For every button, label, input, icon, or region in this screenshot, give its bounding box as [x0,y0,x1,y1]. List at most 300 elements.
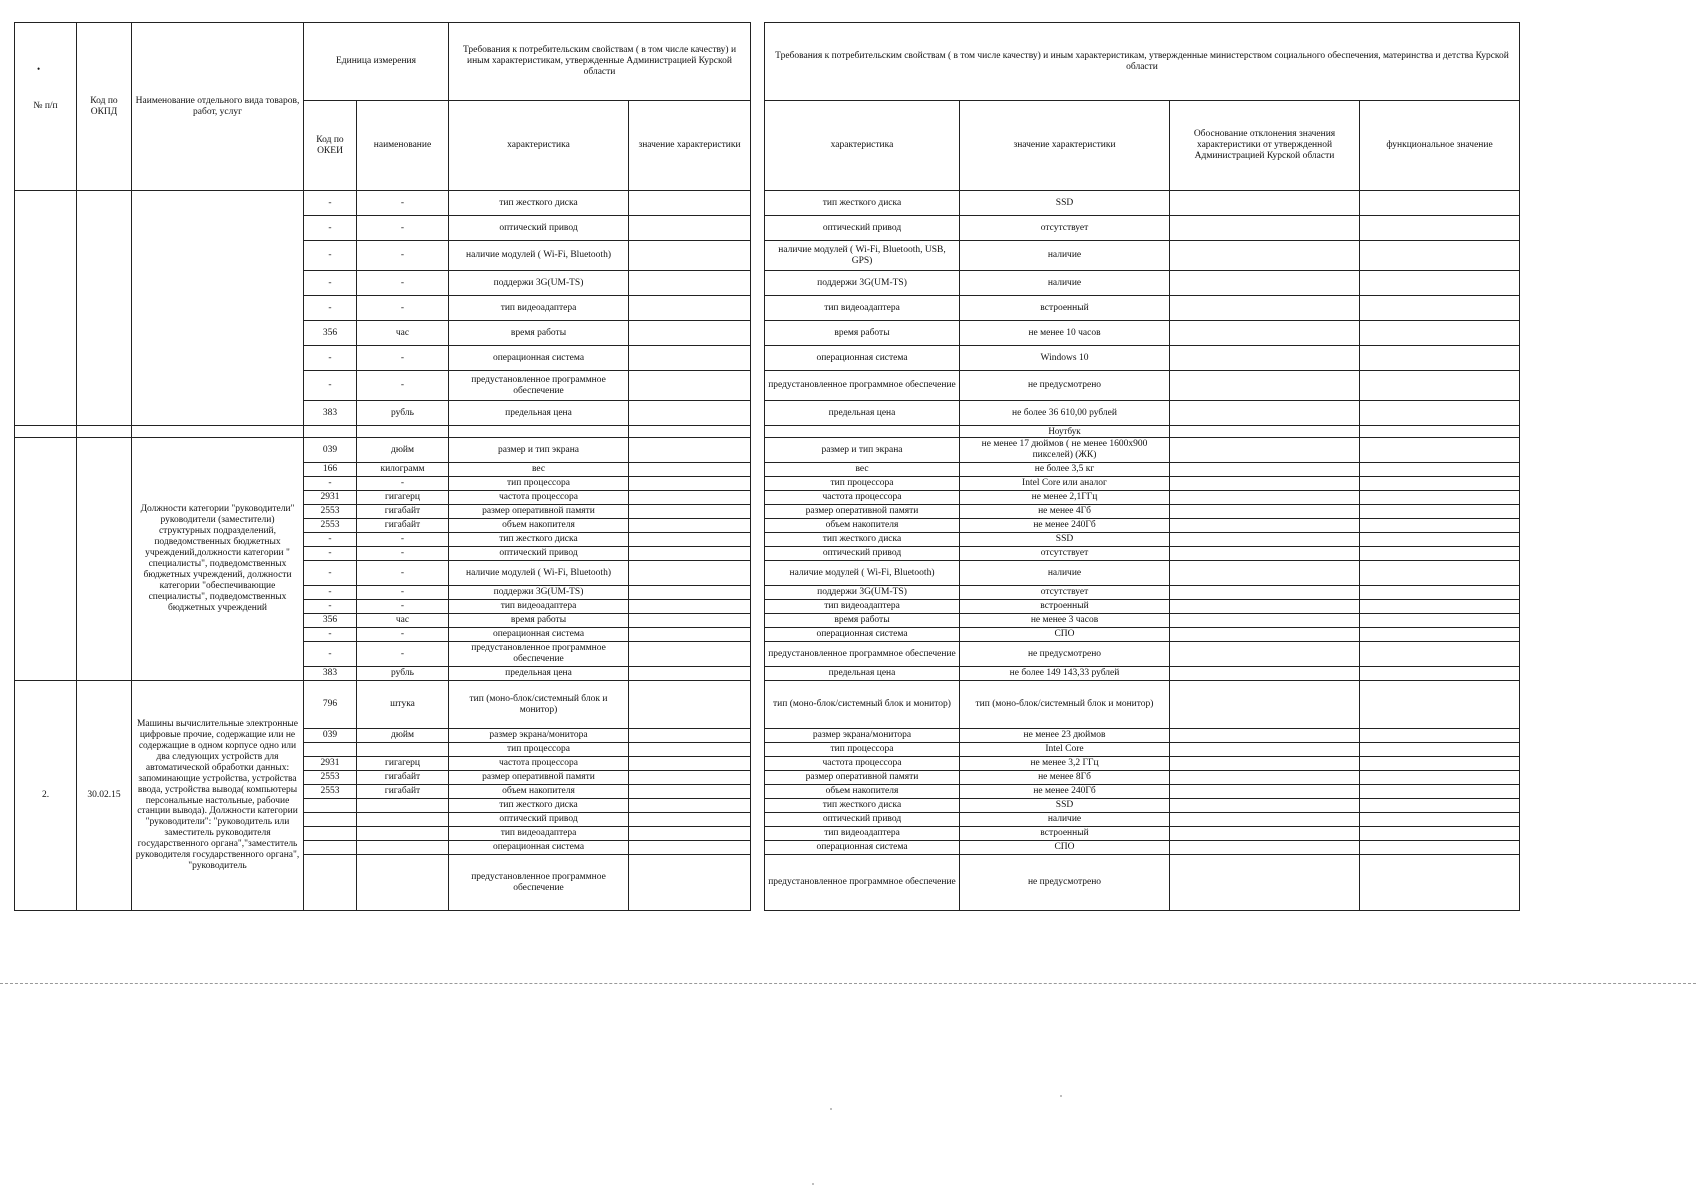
table-row [15,438,1520,463]
characteristic-value [629,216,751,241]
justification-cell [1170,841,1360,855]
column-gap [751,600,765,614]
functional-cell [1360,757,1520,771]
header-char: характеристика [449,101,629,191]
ministry-value: СПО [960,628,1170,642]
functional-cell [1360,785,1520,799]
unit-name: гигабайт [357,785,449,799]
characteristic: предустановленное программное обеспечение [449,855,629,911]
column-gap [751,296,765,321]
okei-code: - [304,642,357,667]
characteristic-value [629,667,751,681]
characteristic-value [629,799,751,813]
ministry-value: Windows 10 [960,346,1170,371]
ministry-characteristic: оптический привод [765,813,960,827]
ministry-characteristic: тип видеоадаптера [765,827,960,841]
ministry-characteristic: оптический привод [765,547,960,561]
okei-code: - [304,191,357,216]
justification-cell [1170,346,1360,371]
unit-name: - [357,547,449,561]
characteristic-value [629,547,751,561]
ministry-value: не менее 10 часов [960,321,1170,346]
okpd-code: 30.02.15 [77,681,132,911]
characteristic-value [629,855,751,911]
characteristic-value [629,533,751,547]
ministry-characteristic: размер и тип экрана [765,438,960,463]
requirements-table [14,22,1520,911]
functional-cell [1360,628,1520,642]
header-req-admin: Требования к потребительским свойствам ( в том числе качеству) и иным характеристикам, утвержденные Администрацией Курской области [449,23,751,101]
okei-code: - [304,216,357,241]
row-number [15,191,77,426]
characteristic-value [629,614,751,628]
okei-code: - [304,586,357,600]
ministry-value: тип (моно-блок/системный блок и монитор) [960,681,1170,729]
justification-cell [1170,547,1360,561]
empty-cell [132,426,304,438]
functional-cell [1360,561,1520,586]
column-gap [751,561,765,586]
ministry-characteristic: время работы [765,614,960,628]
column-gap [751,477,765,491]
unit-name: - [357,477,449,491]
empty-cell [357,426,449,438]
ministry-value: отсутствует [960,216,1170,241]
functional-cell [1360,827,1520,841]
header-functional: функциональное значение [1360,101,1520,191]
empty-cell [304,426,357,438]
ministry-characteristic: тип процессора [765,477,960,491]
unit-name [357,743,449,757]
unit-name: - [357,561,449,586]
ministry-value: SSD [960,533,1170,547]
okei-code: 2553 [304,785,357,799]
unit-name: килограмм [357,463,449,477]
ministry-value: не менее 3 часов [960,614,1170,628]
justification-cell [1170,519,1360,533]
okei-code: 356 [304,321,357,346]
ministry-value: SSD [960,799,1170,813]
functional-cell [1360,771,1520,785]
ministry-value: встроенный [960,600,1170,614]
ministry-value: Intel Core или аналог [960,477,1170,491]
ministry-value: не менее 17 дюймов ( не менее 1600х900 пикселей) (ЖК) [960,438,1170,463]
column-gap [751,827,765,841]
justification-cell [1170,785,1360,799]
characteristic: тип (моно-блок/системный блок и монитор) [449,681,629,729]
characteristic: оптический привод [449,813,629,827]
unit-name: гигабайт [357,519,449,533]
okei-code: 796 [304,681,357,729]
characteristic-value [629,561,751,586]
characteristic: тип жесткого диска [449,799,629,813]
column-gap [751,628,765,642]
ministry-characteristic: размер экрана/монитора [765,729,960,743]
ministry-value: не более 149 143,33 рублей [960,667,1170,681]
empty-cell [449,426,629,438]
ministry-characteristic: операционная система [765,346,960,371]
characteristic: размер оперативной памяти [449,505,629,519]
justification-cell [1170,628,1360,642]
characteristic: объем накопителя [449,785,629,799]
unit-name: - [357,628,449,642]
scan-speck [830,1108,832,1110]
ministry-characteristic: оптический привод [765,216,960,241]
unit-name: - [357,371,449,401]
characteristic-value [629,642,751,667]
ministry-value: не менее 2,1ГГц [960,491,1170,505]
functional-cell [1360,743,1520,757]
functional-cell [1360,491,1520,505]
characteristic: частота процессора [449,757,629,771]
unit-name: - [357,586,449,600]
okei-code [304,743,357,757]
justification-cell [1170,561,1360,586]
column-gap [751,438,765,463]
characteristic-value [629,477,751,491]
justification-cell [1170,729,1360,743]
column-gap [751,463,765,477]
characteristic-value [629,321,751,346]
unit-name: гигагерц [357,757,449,771]
characteristic-value [629,463,751,477]
characteristic: предельная цена [449,667,629,681]
characteristic-value [629,296,751,321]
header-char-value-ministry: значение характеристики [960,101,1170,191]
row-number: 2. [15,681,77,911]
characteristic: тип видеоадаптера [449,827,629,841]
ministry-value: не менее 8Гб [960,771,1170,785]
unit-name: гигабайт [357,505,449,519]
justification-cell [1170,321,1360,346]
table-row [15,681,1520,729]
characteristic-value [629,813,751,827]
characteristic: поддержи 3G(UM-TS) [449,586,629,600]
functional-cell [1360,241,1520,271]
unit-name: гигагерц [357,491,449,505]
scan-artifact-line [0,983,1696,984]
column-gap [751,191,765,216]
header-unit-name: наименование [357,101,449,191]
empty-cell [1360,426,1520,438]
unit-name: час [357,614,449,628]
unit-name: - [357,191,449,216]
okei-code: - [304,346,357,371]
functional-cell [1360,533,1520,547]
functional-cell [1360,505,1520,519]
functional-cell [1360,321,1520,346]
okei-code: 383 [304,667,357,681]
characteristic: тип жесткого диска [449,191,629,216]
characteristic: операционная система [449,346,629,371]
ministry-characteristic: предустановленное программное обеспечение [765,855,960,911]
justification-cell [1170,681,1360,729]
characteristic-value [629,681,751,729]
characteristic: вес [449,463,629,477]
functional-cell [1360,841,1520,855]
characteristic-value [629,346,751,371]
ministry-value: не предусмотрено [960,855,1170,911]
justification-cell [1170,642,1360,667]
column-gap [751,813,765,827]
ministry-characteristic: тип жесткого диска [765,533,960,547]
characteristic: тип процессора [449,743,629,757]
ministry-value: наличие [960,813,1170,827]
characteristic-value [629,628,751,642]
characteristic-value [629,438,751,463]
ministry-value: встроенный [960,296,1170,321]
characteristic: объем накопителя [449,519,629,533]
unit-name: - [357,296,449,321]
justification-cell [1170,438,1360,463]
ministry-value: отсутствует [960,547,1170,561]
column-gap [751,586,765,600]
ministry-characteristic: объем накопителя [765,519,960,533]
functional-cell [1360,855,1520,911]
ministry-characteristic: частота процессора [765,757,960,771]
justification-cell [1170,533,1360,547]
header-unit: Единица измерения [304,23,449,101]
ministry-value: не предусмотрено [960,371,1170,401]
okei-code [304,827,357,841]
unit-name: дюйм [357,729,449,743]
functional-cell [1360,401,1520,426]
functional-cell [1360,729,1520,743]
justification-cell [1170,401,1360,426]
ministry-value: наличие [960,561,1170,586]
column-gap [751,855,765,911]
justification-cell [1170,241,1360,271]
ministry-characteristic: предельная цена [765,667,960,681]
unit-name: - [357,600,449,614]
justification-cell [1170,491,1360,505]
okei-code: - [304,600,357,614]
empty-cell [765,426,960,438]
column-gap [751,346,765,371]
functional-cell [1360,216,1520,241]
characteristic: тип видеоадаптера [449,600,629,614]
column-gap [751,841,765,855]
characteristic: тип процессора [449,477,629,491]
column-gap [751,771,765,785]
justification-cell [1170,271,1360,296]
column-gap [751,519,765,533]
characteristic-value [629,586,751,600]
column-gap [751,216,765,241]
empty-cell [751,426,765,438]
ministry-value: не менее 240Гб [960,785,1170,799]
unit-name: рубль [357,667,449,681]
functional-cell [1360,519,1520,533]
unit-name [357,827,449,841]
column-gap [751,743,765,757]
characteristic: оптический привод [449,547,629,561]
unit-name [357,799,449,813]
characteristic: наличие модулей ( Wi-Fi, Bluetooth) [449,561,629,586]
ministry-characteristic: операционная система [765,628,960,642]
column-gap [751,491,765,505]
column-gap [751,271,765,296]
characteristic: время работы [449,321,629,346]
column-gap [751,505,765,519]
justification-cell [1170,463,1360,477]
okei-code: - [304,547,357,561]
column-gap [751,321,765,346]
header-name: Наименование отдельного вида товаров, работ, услуг [132,23,304,191]
row-number [15,438,77,681]
okei-code: 2931 [304,491,357,505]
ministry-characteristic: объем накопителя [765,785,960,799]
unit-name: - [357,216,449,241]
ministry-characteristic: тип (моно-блок/системный блок и монитор) [765,681,960,729]
characteristic: размер и тип экрана [449,438,629,463]
header-justification: Обоснование отклонения значения характеристики от утвержденной Администрацией Курской области [1170,101,1360,191]
ministry-value: Intel Core [960,743,1170,757]
functional-cell [1360,477,1520,491]
unit-name: - [357,271,449,296]
okei-code: 356 [304,614,357,628]
okei-code: - [304,628,357,642]
scan-speck [812,1183,814,1185]
unit-name: гигабайт [357,771,449,785]
characteristic-value [629,519,751,533]
characteristic: наличие модулей ( Wi-Fi, Bluetooth) [449,241,629,271]
column-gap [751,785,765,799]
okei-code: - [304,477,357,491]
characteristic: поддержи 3G(UM-TS) [449,271,629,296]
ministry-value: SSD [960,191,1170,216]
ministry-characteristic: размер оперативной памяти [765,771,960,785]
ministry-characteristic: поддержи 3G(UM-TS) [765,271,960,296]
ministry-characteristic: тип жесткого диска [765,799,960,813]
column-gap [751,667,765,681]
ministry-characteristic: наличие модулей ( Wi-Fi, Bluetooth, USB, GPS) [765,241,960,271]
column-gap [751,533,765,547]
header-num: № п/п [15,23,77,191]
column-gap [751,547,765,561]
unit-name: час [357,321,449,346]
ministry-characteristic: предустановленное программное обеспечение [765,642,960,667]
characteristic-value [629,491,751,505]
characteristic: время работы [449,614,629,628]
unit-name: рубль [357,401,449,426]
functional-cell [1360,614,1520,628]
characteristic: операционная система [449,841,629,855]
okei-code: 2931 [304,757,357,771]
item-name [132,191,304,426]
okei-code [304,855,357,911]
empty-cell [1170,426,1360,438]
ministry-value: не менее 23 дюймов [960,729,1170,743]
functional-cell [1360,799,1520,813]
okei-code: 039 [304,729,357,743]
justification-cell [1170,586,1360,600]
characteristic-value [629,271,751,296]
column-gap [751,401,765,426]
justification-cell [1170,477,1360,491]
ministry-characteristic: предельная цена [765,401,960,426]
ministry-characteristic: предустановленное программное обеспечение [765,371,960,401]
characteristic: предустановленное программное обеспечение [449,371,629,401]
ministry-value: не менее 240Гб [960,519,1170,533]
column-gap [751,681,765,729]
okei-code: - [304,271,357,296]
column-gap [751,23,765,191]
unit-name [357,841,449,855]
header-req-ministry: Требования к потребительским свойствам ( в том числе качеству) и иным характеристикам, утвержденные министерством социального обеспечения, материнства и детства Курской области [765,23,1520,101]
justification-cell [1170,600,1360,614]
ministry-characteristic: время работы [765,321,960,346]
unit-name: дюйм [357,438,449,463]
characteristic: тип жесткого диска [449,533,629,547]
ministry-value: наличие [960,271,1170,296]
characteristic-value [629,241,751,271]
okei-code: - [304,296,357,321]
characteristic-value [629,841,751,855]
characteristic-value [629,743,751,757]
column-gap [751,241,765,271]
unit-name [357,855,449,911]
okei-code: - [304,561,357,586]
ministry-value: наличие [960,241,1170,271]
functional-cell [1360,371,1520,401]
table-row [15,191,1520,216]
ministry-characteristic: наличие модулей ( Wi-Fi, Bluetooth) [765,561,960,586]
characteristic-value [629,191,751,216]
okei-code [304,813,357,827]
ministry-value: не предусмотрено [960,642,1170,667]
functional-cell [1360,813,1520,827]
functional-cell [1360,271,1520,296]
functional-cell [1360,667,1520,681]
ministry-value: не более 3,5 кг [960,463,1170,477]
characteristic-value [629,771,751,785]
characteristic-value [629,827,751,841]
characteristic-value [629,600,751,614]
justification-cell [1170,505,1360,519]
okei-code [304,799,357,813]
characteristic: частота процессора [449,491,629,505]
justification-cell [1170,371,1360,401]
justification-cell [1170,614,1360,628]
justification-cell [1170,667,1360,681]
unit-name: - [357,642,449,667]
functional-cell [1360,296,1520,321]
functional-cell [1360,438,1520,463]
functional-cell [1360,600,1520,614]
justification-cell [1170,191,1360,216]
item-name: Должности категории "руководители" руководители (заместители) структурных подразделений, подведомственных бюджетных учреждений,должности категории " специалисты", подведомственных бюджетных учреждений, должности категории "обеспечивающие специалисты", подведомственных бюджетных учреждений [132,438,304,681]
header-char-value: значение характеристики [629,101,751,191]
unit-name: - [357,346,449,371]
ministry-characteristic: вес [765,463,960,477]
okei-code: 166 [304,463,357,477]
unit-name: штука [357,681,449,729]
ministry-characteristic: частота процессора [765,491,960,505]
header-okpd: Код по ОКПД [77,23,132,191]
characteristic: размер экрана/монитора [449,729,629,743]
okei-code: - [304,533,357,547]
functional-cell [1360,463,1520,477]
functional-cell [1360,547,1520,561]
functional-cell [1360,586,1520,600]
okei-code: - [304,371,357,401]
characteristic: размер оперативной памяти [449,771,629,785]
characteristic: предустановленное программное обеспечение [449,642,629,667]
header-char-ministry: характеристика [765,101,960,191]
justification-cell [1170,771,1360,785]
characteristic: тип видеоадаптера [449,296,629,321]
